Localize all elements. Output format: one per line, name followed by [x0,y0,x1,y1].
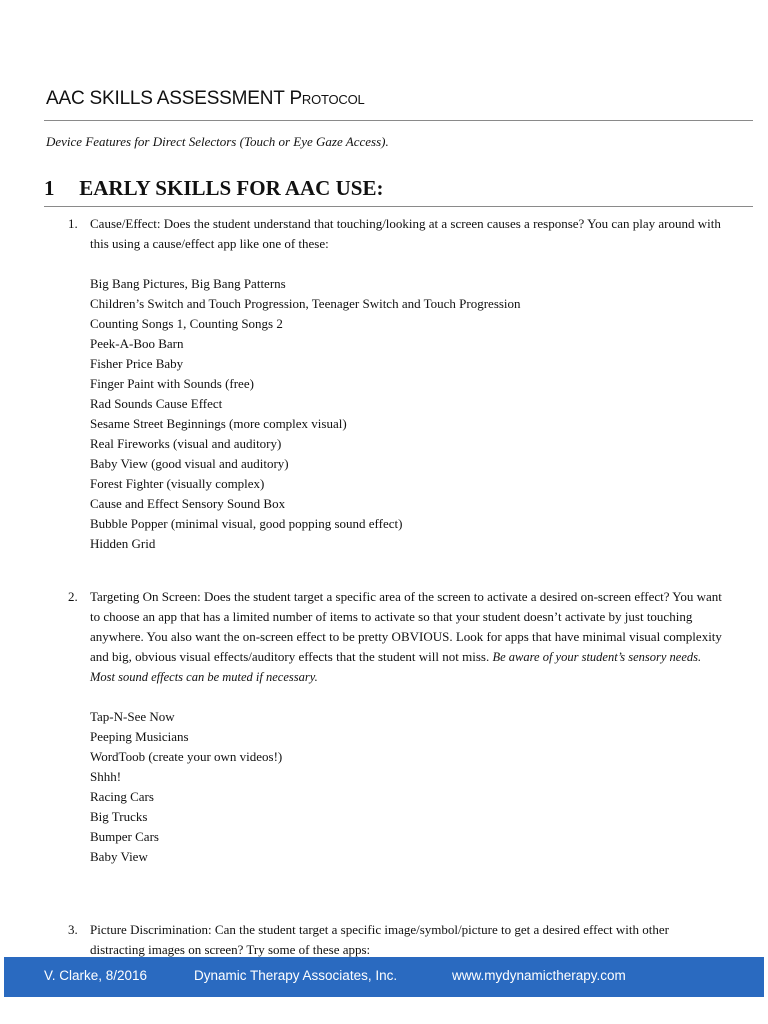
app-name: Rad Sounds Cause Effect [90,396,223,411]
app-name: Tap-N-See Now [90,709,175,724]
title-protocol: Protocol [289,88,365,109]
section-divider [44,206,753,207]
app-name: Baby View (good visual and auditory) [90,456,289,471]
app-name: Sesame Street Beginnings (more complex visual) [90,416,347,431]
app-name: Bumper Cars [90,829,159,844]
section-content [0,214,768,960]
list-item-cause-effect [68,214,722,254]
app-name: Peek-A-Boo Barn [90,336,184,351]
item-number: 2. [68,589,78,604]
spacer [0,567,768,587]
item-text [90,587,722,687]
section-heading [44,176,383,201]
app-name: Hidden Grid [90,536,156,551]
app-name: Counting Songs 1, Counting Songs 2 [90,316,283,331]
title-divider [44,120,753,121]
document-subtitle: Device Features for Direct Selectors (Touch or Eye Gaze Access). [46,134,389,149]
app-name: Real Fireworks (visual and auditory) [90,436,282,451]
document-title [46,88,365,110]
page-footer [4,957,764,997]
app-name: Racing Cars [90,789,154,804]
app-name: Fisher Price Baby [90,356,184,371]
app-name: Bubble Popper (minimal visual, good popping sound effect) [90,516,403,531]
app-name: Baby View [90,849,148,864]
list-item-targeting [68,587,722,687]
footer-organization: Dynamic Therapy Associates, Inc. [194,968,398,983]
app-name: Children’s Switch and Touch Progression, Teenager Switch and Touch Progression [90,296,521,311]
app-name: Big Trucks [90,809,148,824]
footer-author: V. Clarke, 8/2016 [44,968,148,983]
section-number: 1 [44,176,55,200]
title-main: AAC SKILLS ASSESSMENT [46,88,285,109]
app-list-targeting [90,707,768,867]
app-name: Forest Fighter (visually complex) [90,476,265,491]
app-name: Cause and Effect Sensory Sound Box [90,496,286,511]
item-note: Be aware of your student’s sensory needs. Most sound effects can be muted if necessary. [90,650,702,684]
app-name: Shhh! [90,769,122,784]
item-text: Picture Discrimination: Can the student target a specific image/symbol/picture to get a desired effect with other distracting images on screen? Try some of these apps: [90,922,669,957]
item-text: Cause/Effect: Does the student understand that touching/looking at a screen causes a response? You can play around with this using a cause/effect app like one of these: [90,216,721,251]
footer-website: www.mydynamictherapy.com [452,968,626,983]
item-body: Targeting On Screen: Does the student target a specific area of the screen to activate a desired on-screen effect? You want to choose an app that has a limited number of items to activate so that your student doesn’t activate by just touching anywhere. You also want the on-screen effect to be pretty OBVIOUS. Look for apps that have minimal visual complexity and big, obvious visual effects/auditory effects that the student will not miss. [90,589,722,664]
item-number: 1. [68,216,78,231]
app-name: WordToob (create your own videos!) [90,749,283,764]
spacer [0,880,768,920]
item-number: 3. [68,922,78,937]
app-name: Big Bang Pictures, Big Bang Patterns [90,276,286,291]
app-name: Peeping Musicians [90,729,189,744]
app-list-cause-effect [90,274,768,554]
app-name: Finger Paint with Sounds (free) [90,376,254,391]
list-item-picture-discrimination [68,920,722,960]
section-title: EARLY SKILLS FOR AAC USE: [79,176,384,200]
